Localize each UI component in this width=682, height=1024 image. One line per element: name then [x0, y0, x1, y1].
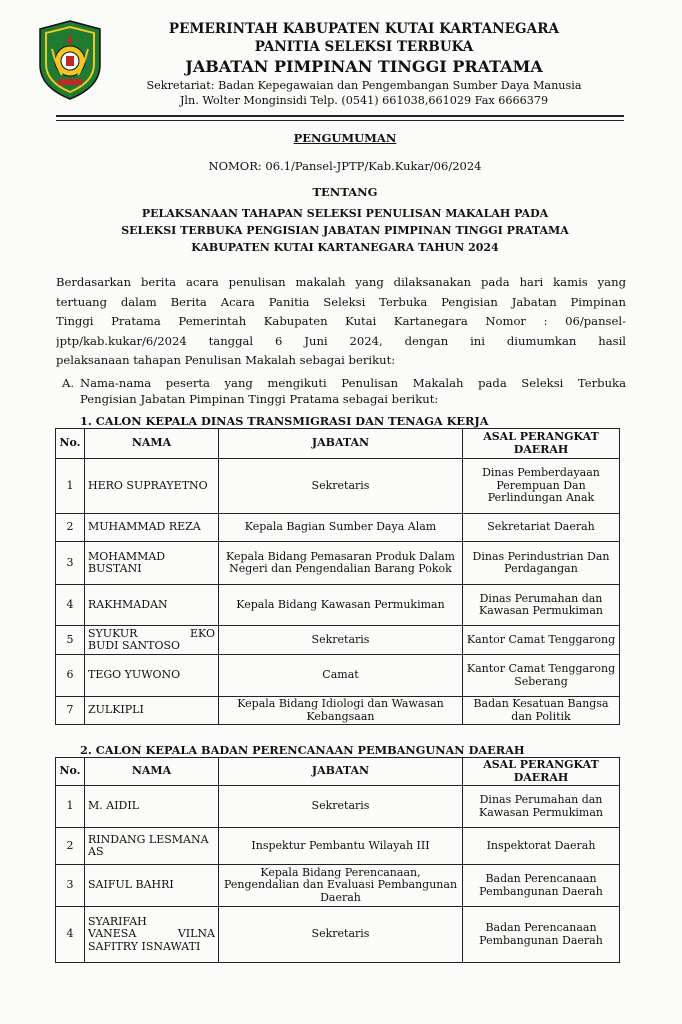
table-row — [56, 626, 620, 655]
row-position: Kepala Bagian Sumber Daya Alam — [219, 514, 463, 542]
row-name: SAIFUL BAHRI — [85, 865, 219, 907]
row-position: Kepala Bidang Idiologi dan Wawasan Kebangsaan — [219, 697, 463, 725]
row-origin: Badan Perencanaan Pembangunan Daerah — [463, 907, 620, 963]
point-a-marker: A. — [62, 376, 75, 390]
table-row — [56, 865, 620, 907]
point-a-line: Nama-nama peserta yang mengikuti Penulisan Makalah pada Seleksi Terbuka — [80, 376, 626, 390]
row-name: TEGO YUWONO — [85, 655, 219, 697]
intro-paragraph — [56, 273, 626, 371]
table-header-row — [56, 429, 620, 459]
row-name: RINDANG LESMANA AS — [85, 828, 219, 865]
header-rule-thick — [56, 115, 624, 117]
paragraph-line: Tinggi Pratama Pemerintah Kabupaten Kutai Kartanegara Nomor : 06/pansel- — [56, 314, 626, 328]
row-name — [85, 626, 219, 655]
paragraph-line: Berdasarkan berita acara penulisan makalah yang dilaksanakan pada hari kamis yang — [56, 275, 626, 289]
point-a-text — [80, 375, 626, 407]
header-government: PEMERINTAH KABUPATEN KUTAI KARTANEGARA — [168, 21, 560, 37]
row-no: 7 — [56, 697, 85, 725]
row-origin: Dinas Pemberdayaan Perempuan Dan Perlindungan Anak — [463, 459, 620, 514]
row-origin: Kantor Camat Tenggarong Seberang — [463, 655, 620, 697]
announcement-subject-line: SELEKSI TERBUKA PENGISIAN JABATAN PIMPINAN TINGGI PRATAMA — [121, 224, 569, 237]
announcement-title: PENGUMUMAN — [293, 131, 397, 145]
row-no: 4 — [56, 585, 85, 626]
row-no: 3 — [56, 865, 85, 907]
col-position: JABATAN — [219, 758, 463, 786]
row-name-part: SYUKUR — [88, 626, 138, 640]
row-name: MOHAMMAD BUSTANI — [85, 542, 219, 585]
row-origin: Badan Perencanaan Pembangunan Daerah — [463, 865, 620, 907]
table-row — [56, 828, 620, 865]
table-row — [56, 514, 620, 542]
row-name-part: SYARIFAH — [88, 914, 147, 928]
header-rule-thin — [56, 120, 624, 121]
table-row — [56, 697, 620, 725]
row-name-part: EKO — [190, 626, 215, 640]
header-position: JABATAN PIMPINAN TINGGI PRATAMA — [185, 57, 543, 76]
paragraph-line: tertuang dalam Berita Acara Panitia Seleksi Terbuka Pengisian Jabatan Pimpinan — [56, 294, 626, 309]
table-row — [56, 542, 620, 585]
row-no: 2 — [56, 514, 85, 542]
row-no: 3 — [56, 542, 85, 585]
table-row — [56, 459, 620, 514]
row-position: Inspektur Pembantu Wilayah III — [219, 828, 463, 865]
table-row — [56, 655, 620, 697]
paragraph-line: jptp/kab.kukar/6/2024 tanggal 6 Juni 2024, dengan ini diumumkan hasil — [56, 333, 626, 348]
announcement-about: TENTANG — [312, 185, 378, 199]
row-name — [85, 907, 219, 963]
row-position: Sekretaris — [219, 786, 463, 828]
row-name-part: BUDI SANTOSO — [88, 639, 181, 652]
header-committee: PANITIA SELEKSI TERBUKA — [254, 39, 474, 55]
table-row — [56, 907, 620, 963]
row-name-part: SAFITRY ISNAWATI — [88, 939, 201, 953]
section1-table — [55, 428, 620, 725]
row-no: 2 — [56, 828, 85, 865]
row-no: 1 — [56, 786, 85, 828]
col-position: JABATAN — [219, 429, 463, 459]
row-position: Camat — [219, 655, 463, 697]
col-origin: ASAL PERANGKAT DAERAH — [463, 758, 620, 786]
section2-title: 2. CALON KEPALA BADAN PERENCANAAN PEMBANGUNAN DAERAH — [80, 743, 525, 757]
kutai-kartanegara-emblem-icon — [36, 19, 104, 101]
row-name: HERO SUPRAYETNO — [85, 459, 219, 514]
announcement-number: NOMOR: 06.1/Pansel-JPTP/Kab.Kukar/06/2024 — [208, 159, 482, 173]
col-no: No. — [56, 758, 85, 786]
row-position: Sekretaris — [219, 459, 463, 514]
section2-table — [55, 757, 620, 963]
row-position: Kepala Bidang Perencanaan, Pengendalian dan Evaluasi Pembangunan Daerah — [219, 865, 463, 907]
announcement-subject-line: KABUPATEN KUTAI KARTANEGARA TAHUN 2024 — [191, 241, 499, 254]
row-origin: Inspektorat Daerah — [463, 828, 620, 865]
row-position: Kepala Bidang Kawasan Permukiman — [219, 585, 463, 626]
row-origin: Dinas Perumahan dan Kawasan Permukiman — [463, 786, 620, 828]
row-position: Sekretaris — [219, 907, 463, 963]
paragraph-line: pelaksanaan tahapan Penulisan Makalah sebagai berikut: — [56, 353, 396, 367]
row-name: ZULKIPLI — [85, 697, 219, 725]
table-row — [56, 585, 620, 626]
row-no: 1 — [56, 459, 85, 514]
row-name: M. AIDIL — [85, 786, 219, 828]
row-origin: Dinas Perumahan dan Kawasan Permukiman — [463, 585, 620, 626]
row-no: 4 — [56, 907, 85, 963]
row-origin: Kantor Camat Tenggarong — [463, 626, 620, 655]
header-address: Jln. Wolter Monginsidi Telp. (0541) 661038,661029 Fax 6666379 — [179, 94, 549, 107]
row-name: MUHAMMAD REZA — [85, 514, 219, 542]
announcement-subject-line: PELAKSANAAN TAHAPAN SELEKSI PENULISAN MAKALAH PADA — [141, 207, 549, 220]
col-no: No. — [56, 429, 85, 459]
col-origin: ASAL PERANGKAT DAERAH — [463, 429, 620, 459]
col-name: NAMA — [85, 758, 219, 786]
table-header-row — [56, 758, 620, 786]
row-name: RAKHMADAN — [85, 585, 219, 626]
row-position: Sekretaris — [219, 626, 463, 655]
table-row — [56, 786, 620, 828]
row-no: 6 — [56, 655, 85, 697]
row-origin: Dinas Perindustrian Dan Perdagangan — [463, 542, 620, 585]
row-origin: Badan Kesatuan Bangsa dan Politik — [463, 697, 620, 725]
section1-title: 1. CALON KEPALA DINAS TRANSMIGRASI DAN TENAGA KERJA — [80, 414, 489, 428]
row-position: Kepala Bidang Pemasaran Produk Dalam Negeri dan Pengendalian Barang Pokok — [219, 542, 463, 585]
row-name-part: VILNA — [177, 927, 215, 941]
row-name-part: VANESA — [88, 927, 137, 941]
point-a-line: Pengisian Jabatan Pimpinan Tinggi Pratama sebagai berikut: — [80, 392, 439, 406]
header-secretariat: Sekretariat: Badan Kepegawaian dan Pengembangan Sumber Daya Manusia — [146, 79, 582, 92]
col-name: NAMA — [85, 429, 219, 459]
row-no: 5 — [56, 626, 85, 655]
row-origin: Sekretariat Daerah — [463, 514, 620, 542]
